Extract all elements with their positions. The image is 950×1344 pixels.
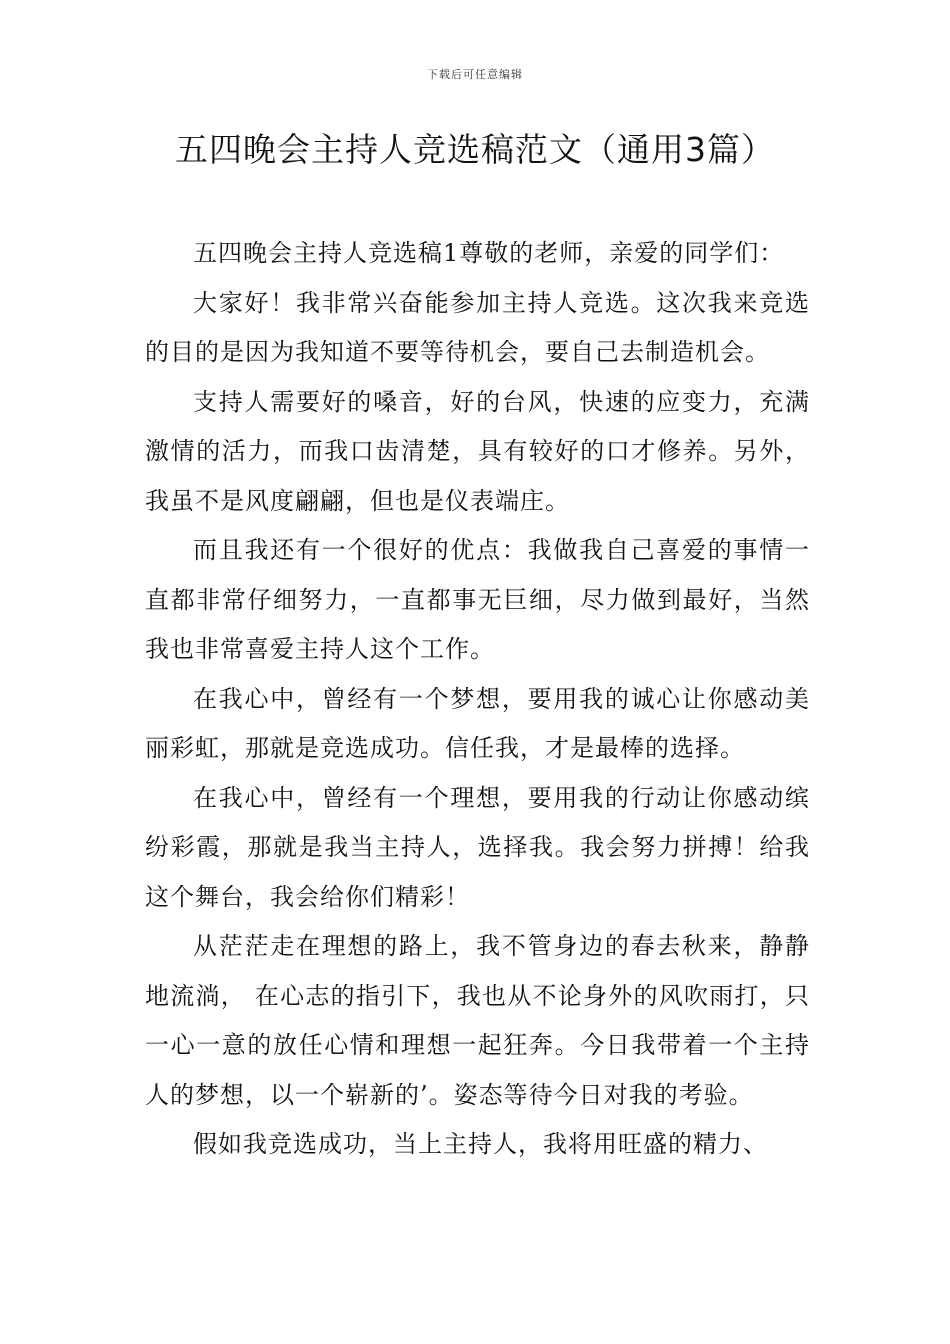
paragraph-ideal: 在我心中，曾经有一个理想，要用我的行动让你感动缤纷彩霞，那就是我当主持人，选择我。我会努力拼搏！给我这个舞台，我会给你们精彩！ — [145, 783, 810, 911]
paragraph-greeting: 五四晚会主持人竞选稿1尊敬的老师，亲爱的同学们： — [193, 239, 785, 267]
paragraph-journey: 从茫茫走在理想的路上，我不管身边的春去秋来，静静地流淌， 在心志的指引下，我也从不论身外的风吹雨打，只一心一意的放任心情和理想一起狂奔。今日我带着一个主持人的梦想，以一个崭新的’。姿态等待今日对我的考验。 — [145, 932, 810, 1109]
document-title: 五四晚会主持人竞选稿范文（通用3篇） — [175, 130, 775, 169]
paragraph-dream: 在我心中，曾经有一个梦想，要用我的诚心让你感动美丽彩虹，那就是竞选成功。信任我，才是最棒的选择。 — [145, 684, 810, 762]
paragraph-qualities: 支持人需要好的嗓音，好的台风，快速的应变力，充满激情的活力，而我口齿清楚，具有较好的口才修养。另外，我虽不是风度翩翩，但也是仪表端庄。 — [145, 387, 810, 515]
document-body — [145, 229, 810, 1170]
paragraph-intro: 大家好！我非常兴奋能参加主持人竞选。这次我来竞选的目的是因为我知道不要等待机会，要自己去制造机会。 — [145, 288, 810, 366]
paragraph-strengths: 而且我还有一个很好的优点：我做我自己喜爱的事情一直都非常仔细努力，一直都事无巨细，尽力做到最好，当然我也非常喜爱主持人这个工作。 — [145, 536, 810, 663]
download-note: 下载后可任意编辑 — [427, 68, 523, 81]
paragraph-promise: 假如我竞选成功，当上主持人，我将用旺盛的精力、 — [193, 1130, 768, 1158]
